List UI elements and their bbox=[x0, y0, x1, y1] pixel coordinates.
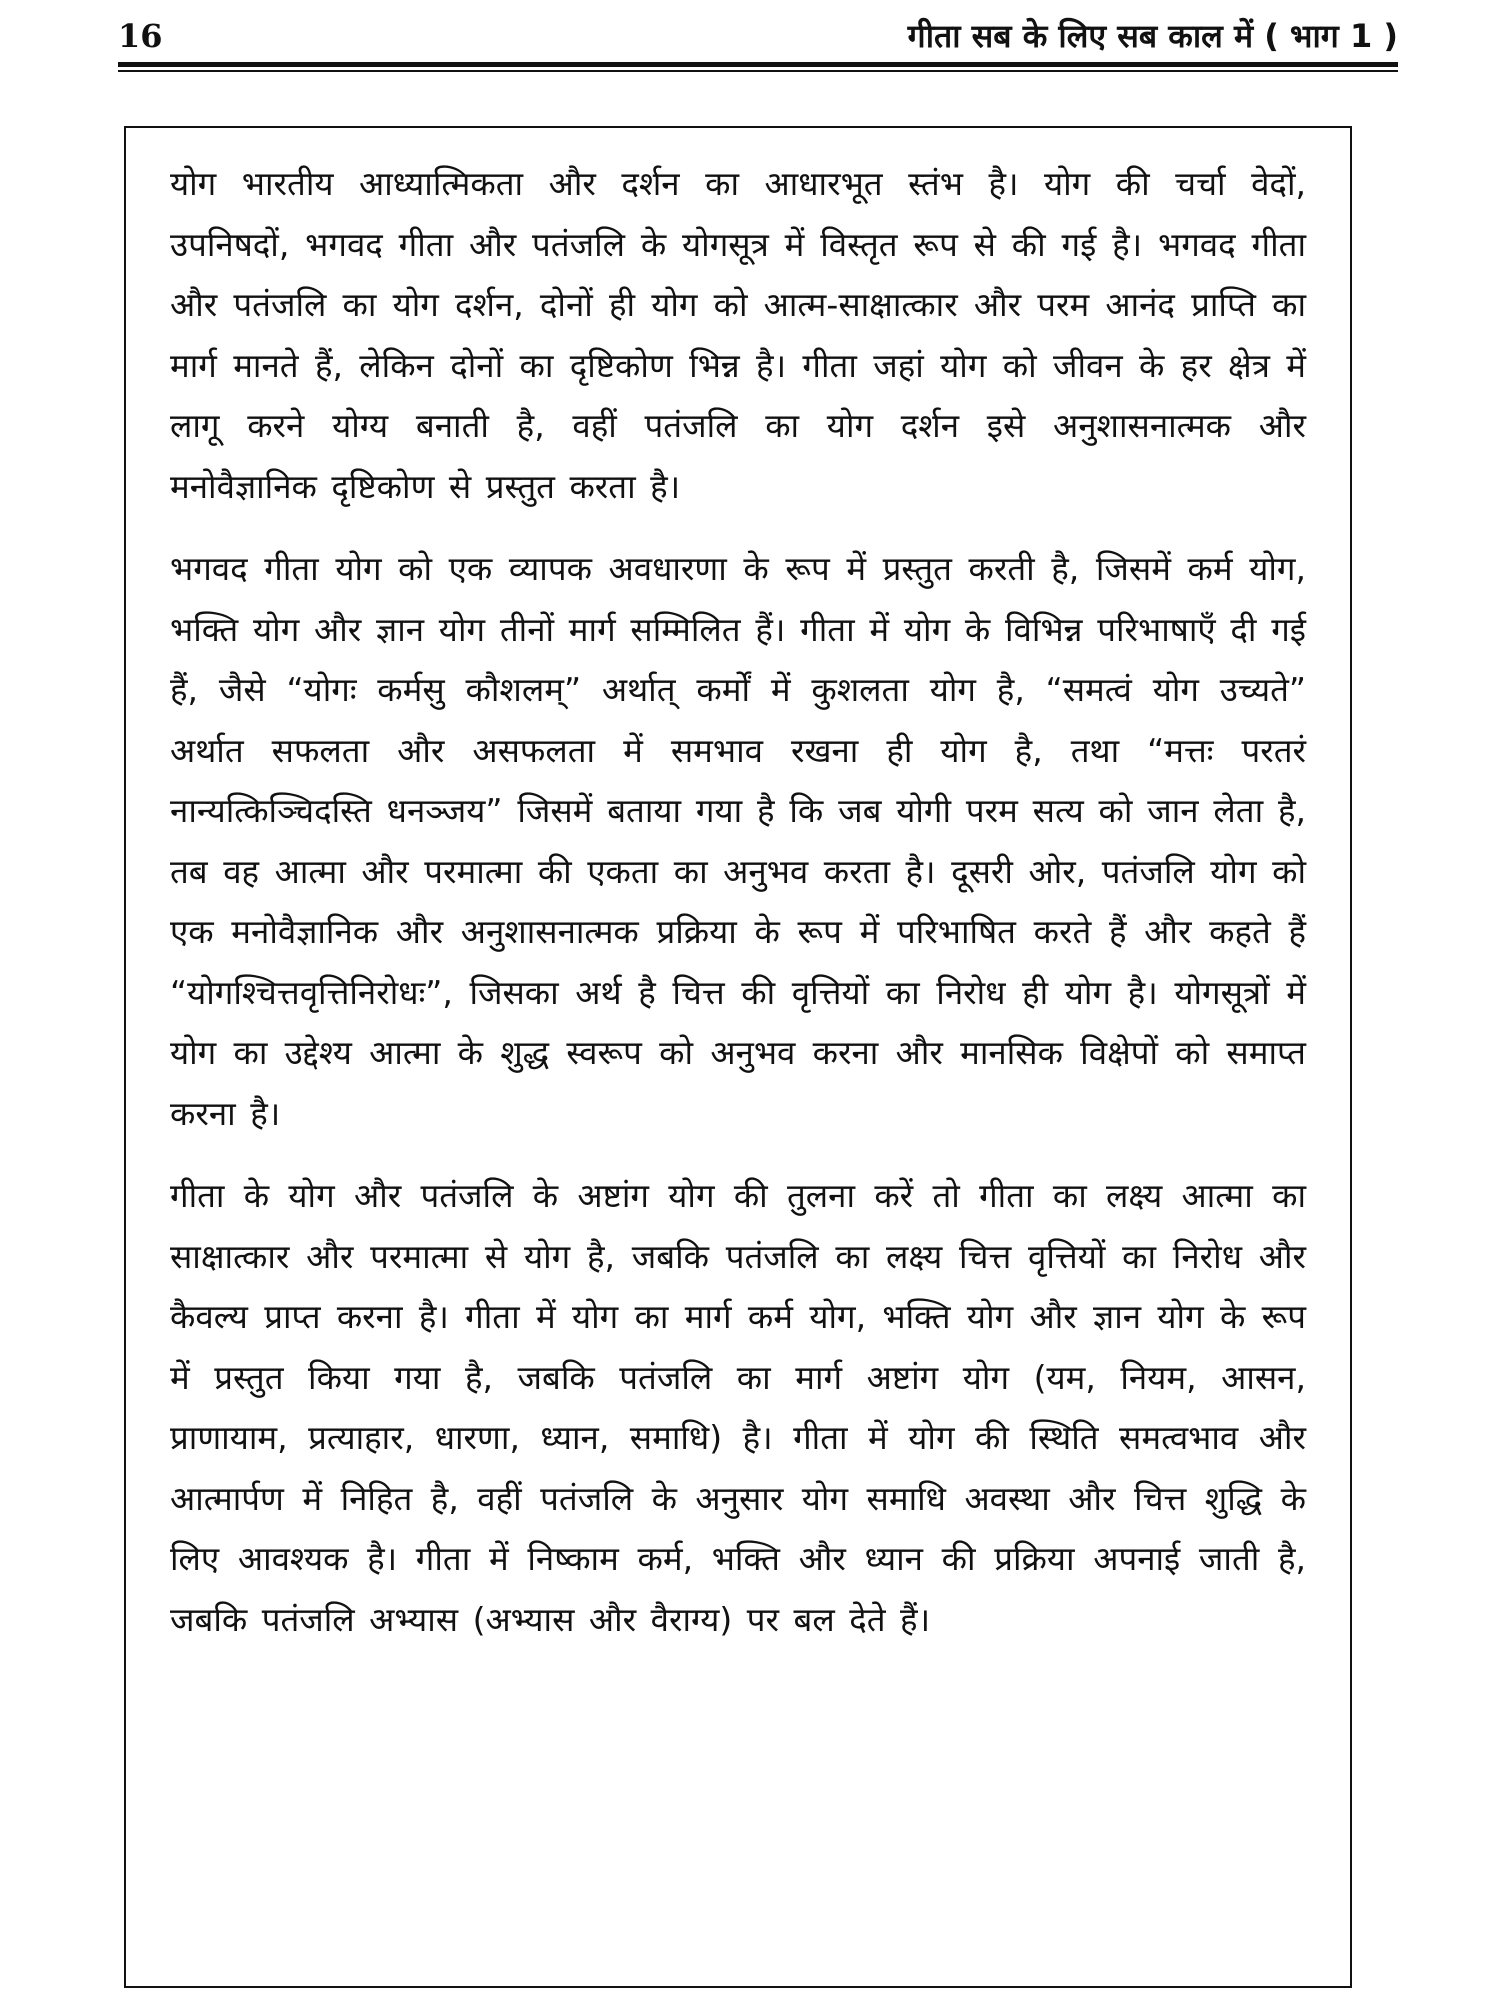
paragraph-gita-definitions: भगवद गीता योग को एक व्यापक अवधारणा के रूप में प्रस्तुत करती है, जिसमें कर्म योग, भक्ति योग और ज्ञान योग तीनों मार्ग सम्मिलित हैं। गीता में योग के विभिन्न परिभाषाएँ दी गई हैं, जैसे “योगः कर्मसु कौशलम्” अर्थात् कर्मों में कुशलता योग है, “समत्वं योग उच्यते” अर्थात सफलता और असफलता में समभाव रखना ही योग है, तथा “मत्तः परतरं नान्यत्किञ्चिदस्ति धनञ्जय” जिसमें बताया गया है कि जब योगी परम सत्य को जान लेता है, तब वह आत्मा और परमात्मा की एकता का अनुभव करता है। दूसरी ओर, पतंजलि योग को एक मनोवैज्ञानिक और अनुशासनात्मक प्रक्रिया के रूप में परिभाषित करते हैं और कहते हैं “योगश्चित्तवृत्तिनिरोधः”, जिसका अर्थ है चित्त की वृत्तियों का निरोध ही योग है। योगसूत्रों में योग का उद्देश्य आत्मा के शुद्ध स्वरूप को अनुभव करना और मानसिक विक्षेपों को समाप्त करना है। bbox=[170, 549, 1306, 1133]
header-rule bbox=[118, 62, 1398, 67]
bordered-text-box bbox=[124, 126, 1352, 1988]
running-title: गीता सब के लिए सब काल में ( भाग 1 ) bbox=[907, 17, 1398, 55]
header-rule-thin bbox=[118, 70, 1398, 72]
paragraph-yoga-intro: योग भारतीय आध्यात्मिकता और दर्शन का आधारभूत स्तंभ है। योग की चर्चा वेदों, उपनिषदों, भगवद गीता और पतंजलि के योगसूत्र में विस्तृत रूप से की गई है। भगवद गीता और पतंजलि का योग दर्शन, दोनों ही योग को आत्म-साक्षात्कार और परम आनंद प्राप्ति का मार्ग मानते हैं, लेकिन दोनों का दृष्टिकोण भिन्न है। गीता जहां योग को जीवन के हर क्षेत्र में लागू करने योग्य बनाती है, वहीं पतंजलि का योग दर्शन इसे अनुशासनात्मक और मनोवैज्ञानिक दृष्टिकोण से प्रस्तुत करता है। bbox=[170, 164, 1306, 506]
page-header bbox=[118, 14, 1398, 60]
page-number: 16 bbox=[118, 17, 163, 55]
paragraph-comparison: गीता के योग और पतंजलि के अष्टांग योग की तुलना करें तो गीता का लक्ष्य आत्मा का साक्षात्कार और परमात्मा से योग है, जबकि पतंजलि का लक्ष्य चित्त वृत्तियों का निरोध और कैवल्य प्राप्त करना है। गीता में योग का मार्ग कर्म योग, भक्ति योग और ज्ञान योग के रूप में प्रस्तुत किया गया है, जबकि पतंजलि का मार्ग अष्टांग योग (यम, नियम, आसन, प्राणायाम, प्रत्याहार, धारणा, ध्यान, समाधि) है। गीता में योग की स्थिति समत्वभाव और आत्मार्पण में निहित है, वहीं पतंजलि के अनुसार योग समाधि अवस्था और चित्त शुद्धि के लिए आवश्यक है। गीता में निष्काम कर्म, भक्ति और ध्यान की प्रक्रिया अपनाई जाती है, जबकि पतंजलि अभ्यास (अभ्यास और वैराग्य) पर बल देते हैं। bbox=[170, 1176, 1306, 1639]
